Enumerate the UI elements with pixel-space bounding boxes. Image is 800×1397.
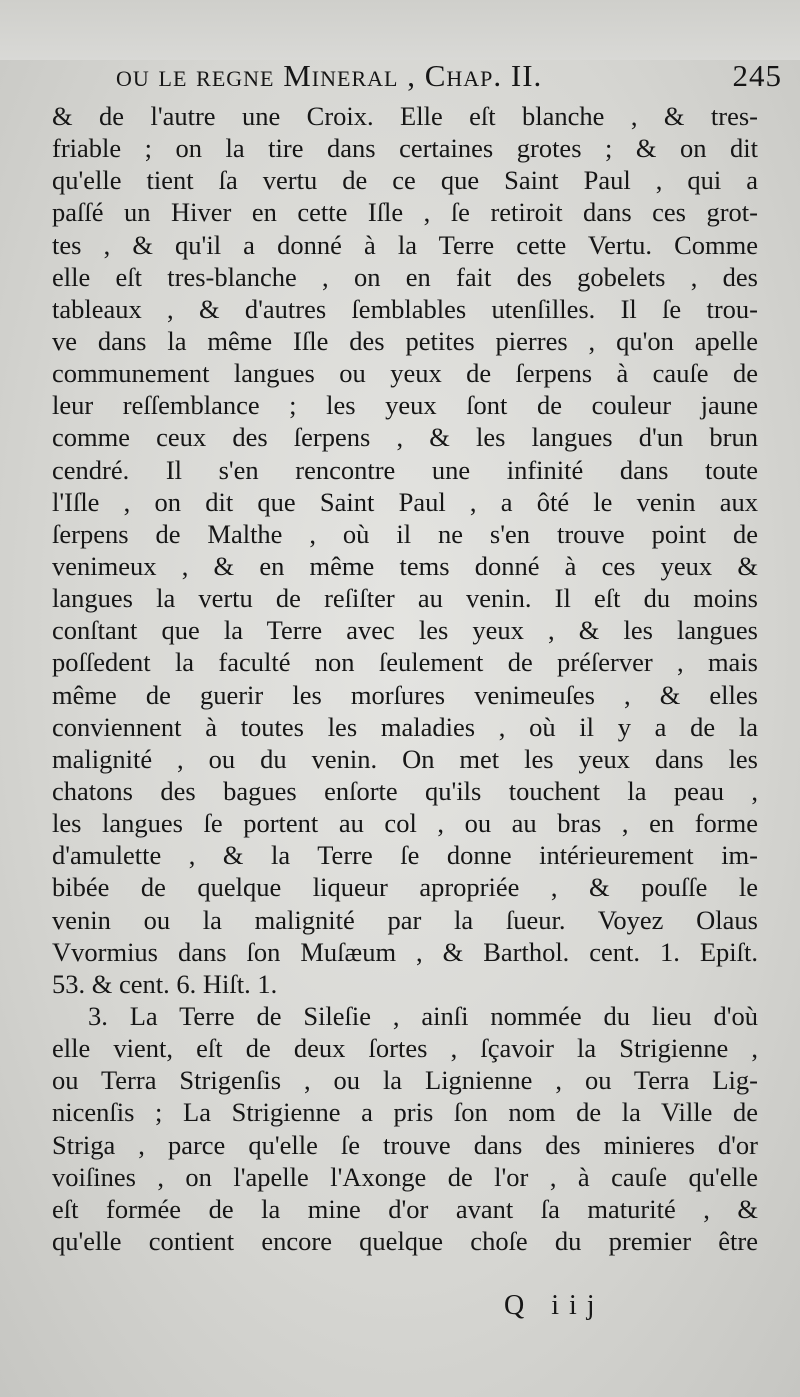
text-line: tes , & qu'il a donné à la Terre cette Vertu. Comme [52,229,758,260]
page-top-shadow [0,0,800,60]
text-line: leur reſſemblance ; les yeux ſont de couleur jaune [52,390,758,421]
text-line: conſtant que la Terre avec les yeux , & les langues [52,615,758,646]
page-number: 245 [732,58,782,93]
text-line: qu'elle contient encore quelque choſe du premier être [52,1225,758,1256]
running-header [116,58,792,102]
text-line: Vvormius dans ſon Muſæum , & Barthol. cent. 1. Epiſt. [52,936,758,967]
text-line: cendré. Il s'en rencontre une infinité dans toute [52,454,758,485]
text-line: elle vient, eſt de deux ſortes , ſçavoir la Strigienne , [52,1033,758,1064]
text-line: elle eſt tres-blanche , on en fait des gobelets , des [52,261,758,292]
text-line: communement langues ou yeux de ſerpens à cauſe de [52,358,758,389]
body-text [52,100,758,1257]
signature-mark: Q iij [504,1290,605,1321]
text-line: eſt formée de la mine d'or avant ſa maturité , & [52,1193,758,1224]
text-line: même de guerir les morſures venimeuſes , & elles [52,679,758,710]
text-line: bibée de quelque liqueur apropriée , & pouſſe le [52,872,758,903]
text-line: voiſines , on l'apelle l'Axonge de l'or , à cauſe qu'elle [52,1161,758,1192]
text-line: friable ; on la tire dans certaines grotes ; & on dit [52,133,758,164]
text-line: Striga , parce qu'elle ſe trouve dans des minieres d'or [52,1129,758,1160]
text-line: chatons des bagues enſorte qu'ils touchent la peau , [52,775,758,806]
text-line: malignité , ou du venin. On met les yeux dans les [52,743,758,774]
text-line: tableaux , & d'autres ſemblables utenſilles. Il ſe trou- [52,293,758,324]
text-line: comme ceux des ſerpens , & les langues d'un brun [52,422,758,453]
text-line: 3. La Terre de Sileſie , ainſi nommée du lieu d'où [88,1000,758,1031]
text-line: ve dans la même Iſle des petites pierres , qu'on apelle [52,325,758,356]
text-line: qu'elle tient ſa vertu de ce que Saint Paul , qui a [52,165,758,196]
text-line: nicenſis ; La Strigienne a pris ſon nom de la Ville de [52,1097,758,1128]
text-line: langues la vertu de reſiſter au venin. Il eſt du moins [52,583,758,614]
text-line: d'amulette , & la Terre ſe donne intérieurement im- [52,840,758,871]
text-line: & de l'autre une Croix. Elle eſt blanche , & tres- [52,101,758,131]
text-line: venin ou la malignité par la ſueur. Voyez Olaus [52,904,758,935]
text-line: 53. & cent. 6. Hiſt. 1. [52,968,278,999]
text-line: paſſé un Hiver en cette Iſle , ſe retiroit dans ces grot- [52,197,758,228]
text-line: venimeux , & en même tems donné à ces yeux & [52,550,758,581]
text-line: conviennent à toutes les maladies , où il y a de la [52,711,758,742]
text-line: ſerpens de Malthe , où il ne s'en trouve point de [52,518,758,549]
running-title: ou le regne Mineral , Chap. II. [116,58,543,93]
text-line: ou Terra Strigenſis , ou la Lignienne , ou Terra Lig- [52,1065,758,1096]
text-line: poſſedent la faculté non ſeulement de préſerver , mais [52,647,758,678]
text-line: l'Iſle , on dit que Saint Paul , a ôté le venin aux [52,486,758,517]
text-line: les langues ſe portent au col , ou au bras , en forme [52,808,758,839]
